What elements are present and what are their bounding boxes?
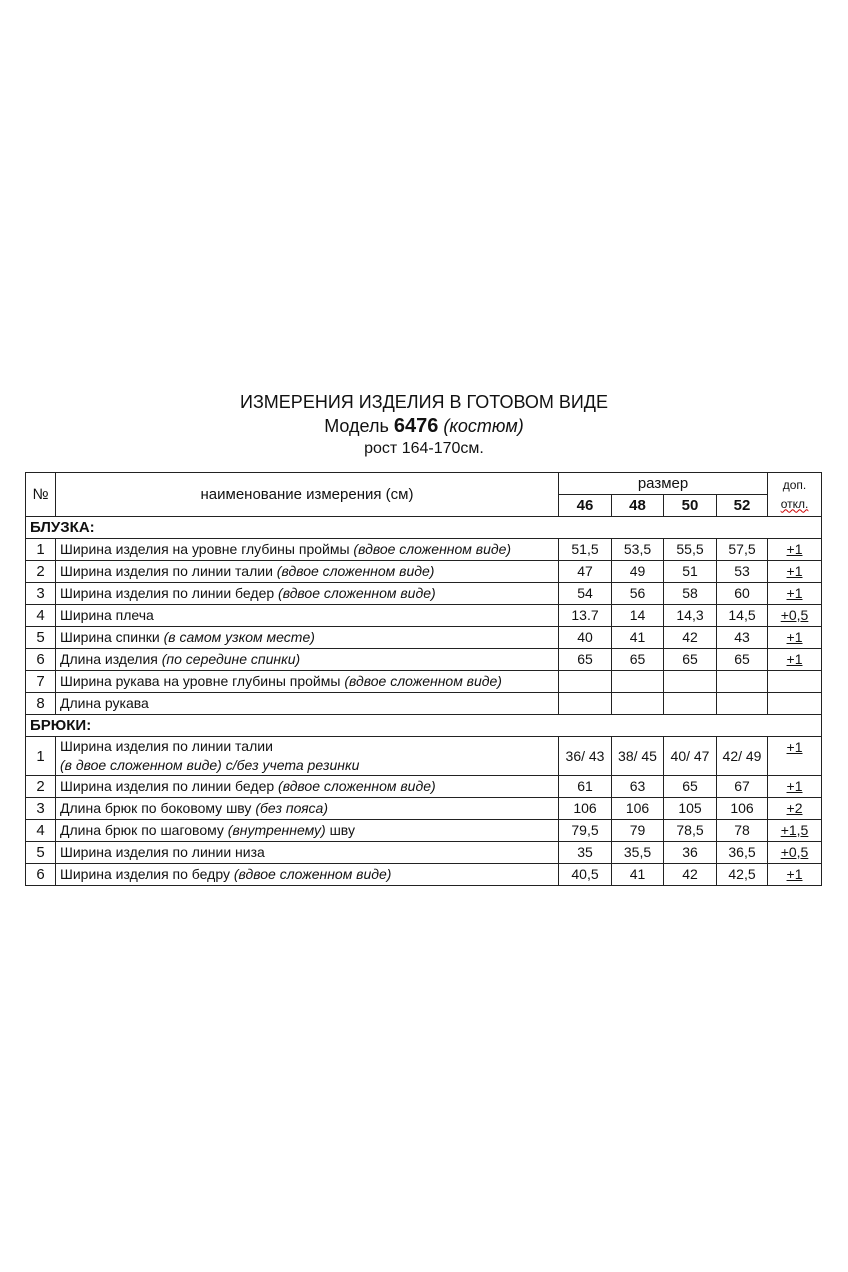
- tolerance-cell: [768, 583, 822, 605]
- tolerance-cell: [768, 798, 822, 820]
- size-value: 78,5: [664, 820, 717, 842]
- tolerance-value: +1: [786, 541, 803, 557]
- size-value: 57,5: [717, 539, 768, 561]
- measurement-name: [56, 820, 559, 842]
- row-number: 7: [26, 671, 56, 693]
- measurement-label: Длина брюк по боковому шву: [60, 800, 256, 816]
- size-value: 106: [559, 798, 612, 820]
- measurement-name: [56, 776, 559, 798]
- tolerance-value: +2: [786, 800, 803, 816]
- measurement-name: [56, 798, 559, 820]
- size-value: 63: [612, 776, 664, 798]
- measurement-label: Ширина изделия по линии бедер: [60, 585, 279, 601]
- measurement-note: (вдвое сложенном виде): [233, 866, 392, 882]
- size-value: 65: [612, 649, 664, 671]
- size-value: 36: [664, 842, 717, 864]
- size-value: 42,5: [717, 864, 768, 886]
- row-number: 2: [26, 561, 56, 583]
- tolerance-value: +1: [786, 651, 803, 667]
- measurement-note: (без пояса): [255, 800, 329, 816]
- table-row: [26, 798, 822, 820]
- header-tolerance: [768, 473, 822, 517]
- table-row: [26, 737, 822, 776]
- size-value: 13.7: [559, 605, 612, 627]
- measurement-note: (в самом узком месте): [163, 629, 315, 645]
- size-value: 79,5: [559, 820, 612, 842]
- size-value: 58: [664, 583, 717, 605]
- tolerance-cell: [768, 864, 822, 886]
- tolerance-value: +0,5: [780, 844, 809, 860]
- measurement-name: [56, 539, 559, 561]
- size-value: 105: [664, 798, 717, 820]
- measurement-label: Ширина спинки: [60, 629, 164, 645]
- tolerance-cell: [768, 561, 822, 583]
- section-title: БЛУЗКА:: [26, 517, 822, 539]
- measurement-note: (вдвое сложенном виде): [278, 778, 436, 794]
- size-value: [664, 693, 717, 715]
- size-50: 50: [664, 495, 717, 517]
- size-48: 48: [612, 495, 664, 517]
- measurement-note: (вдвое сложенном виде): [278, 585, 436, 601]
- size-value: 65: [664, 776, 717, 798]
- measurement-label: Длина рукава: [60, 695, 149, 711]
- size-value: [664, 671, 717, 693]
- tolerance-cell: [768, 820, 822, 842]
- header-tolerance-line2: откл.: [780, 496, 809, 511]
- document-title-block: [0, 390, 848, 460]
- tolerance-cell: [768, 671, 822, 693]
- size-value: 65: [664, 649, 717, 671]
- table-row: [26, 583, 822, 605]
- row-number: 6: [26, 649, 56, 671]
- measurement-label: Ширина изделия по бедру: [60, 866, 234, 882]
- row-number: 1: [26, 539, 56, 561]
- measurement-note: (вдвое сложенном виде): [344, 673, 502, 689]
- row-number: 3: [26, 798, 56, 820]
- row-number: 1: [26, 737, 56, 776]
- measurement-label: Ширина изделия на уровне глубины проймы: [60, 541, 354, 557]
- size-value: 106: [612, 798, 664, 820]
- size-value: 40,5: [559, 864, 612, 886]
- size-value: 53,5: [612, 539, 664, 561]
- size-value: 40: [559, 627, 612, 649]
- row-number: 2: [26, 776, 56, 798]
- row-number: 4: [26, 605, 56, 627]
- measurement-name: [56, 842, 559, 864]
- measurement-name: [56, 864, 559, 886]
- measurement-note: (внутреннему): [227, 822, 326, 838]
- size-value: 47: [559, 561, 612, 583]
- tolerance-cell: [768, 605, 822, 627]
- size-value: 106: [717, 798, 768, 820]
- size-value: [559, 693, 612, 715]
- size-value: 56: [612, 583, 664, 605]
- size-value: 36/ 43: [559, 737, 612, 776]
- section-title: БРЮКИ:: [26, 715, 822, 737]
- size-value: 40/ 47: [664, 737, 717, 776]
- measurement-label: Ширина изделия по линии талии: [60, 738, 273, 754]
- section-row: [26, 715, 822, 737]
- tolerance-value: +1,5: [780, 822, 809, 838]
- measurement-label: Ширина рукава на уровне глубины проймы: [60, 673, 345, 689]
- size-value: 51,5: [559, 539, 612, 561]
- measurement-label: Ширина плеча: [60, 607, 154, 623]
- measurement-name: [56, 605, 559, 627]
- size-value: 38/ 45: [612, 737, 664, 776]
- size-value: 35,5: [612, 842, 664, 864]
- model-note: (костюм): [443, 416, 524, 436]
- table-row: [26, 561, 822, 583]
- size-value: 41: [612, 864, 664, 886]
- tolerance-value: +1: [786, 563, 803, 579]
- size-value: 42/ 49: [717, 737, 768, 776]
- size-value: 35: [559, 842, 612, 864]
- size-value: 51: [664, 561, 717, 583]
- header-size: размер: [559, 473, 768, 495]
- measurement-label: Ширина изделия по линии талии: [60, 563, 277, 579]
- measurement-name: [56, 583, 559, 605]
- section-row: [26, 517, 822, 539]
- tolerance-cell: [768, 693, 822, 715]
- header-tolerance-line1: доп.: [782, 477, 807, 492]
- table-row: [26, 864, 822, 886]
- document-title: ИЗМЕРЕНИЯ ИЗДЕЛИЯ В ГОТОВОМ ВИДЕ: [240, 392, 608, 412]
- measurement-label: Ширина изделия по линии бедер: [60, 778, 279, 794]
- size-value: 79: [612, 820, 664, 842]
- header-name: наименование измерения (см): [56, 473, 559, 517]
- size-value: 53: [717, 561, 768, 583]
- row-number: 5: [26, 627, 56, 649]
- measurement-note: (вдвое сложенном виде): [276, 563, 435, 579]
- measurement-name: [56, 671, 559, 693]
- tolerance-cell: [768, 842, 822, 864]
- size-value: [612, 671, 664, 693]
- row-number: 6: [26, 864, 56, 886]
- size-value: [717, 671, 768, 693]
- model-line: [0, 414, 848, 438]
- table-row: [26, 539, 822, 561]
- size-46: 46: [559, 495, 612, 517]
- row-number: 3: [26, 583, 56, 605]
- table-row: [26, 776, 822, 798]
- header-row-1: [26, 473, 822, 495]
- tolerance-value: +1: [786, 585, 803, 601]
- measurement-name: [56, 627, 559, 649]
- table-row: [26, 842, 822, 864]
- measurement-name: [56, 693, 559, 715]
- size-value: 67: [717, 776, 768, 798]
- size-value: 41: [612, 627, 664, 649]
- table-row: [26, 605, 822, 627]
- size-value: [717, 693, 768, 715]
- table-row: [26, 649, 822, 671]
- size-value: 65: [559, 649, 612, 671]
- tolerance-value: +1: [786, 866, 803, 882]
- measurement-label: Длина брюк по шаговому: [60, 822, 228, 838]
- tolerance-cell: [768, 737, 822, 776]
- model-number: 6476: [393, 415, 439, 437]
- tolerance-cell: [768, 539, 822, 561]
- measurement-name: [56, 649, 559, 671]
- tolerance-value: +1: [786, 629, 803, 645]
- size-52: 52: [717, 495, 768, 517]
- table-row: [26, 627, 822, 649]
- size-value: 14,3: [664, 605, 717, 627]
- height-range: рост 164-170см.: [364, 440, 484, 457]
- header-num: №: [26, 473, 56, 517]
- size-value: 61: [559, 776, 612, 798]
- size-value: 14: [612, 605, 664, 627]
- size-value: 54: [559, 583, 612, 605]
- measurement-note: (вдвое сложенном виде): [353, 541, 512, 557]
- tolerance-value: +1: [786, 778, 803, 794]
- tolerance-cell: [768, 627, 822, 649]
- measurement-name: [56, 737, 559, 776]
- row-number: 8: [26, 693, 56, 715]
- measurement-label: Ширина изделия по линии низа: [60, 844, 265, 860]
- size-value: 65: [717, 649, 768, 671]
- size-value: 43: [717, 627, 768, 649]
- tolerance-cell: [768, 776, 822, 798]
- measurement-note: (по середине спинки): [161, 651, 301, 667]
- size-value: 49: [612, 561, 664, 583]
- model-prefix: Модель: [324, 416, 389, 436]
- size-value: [559, 671, 612, 693]
- size-value: 42: [664, 627, 717, 649]
- measurement-note: (в двое сложенном виде) с/без учета резинки: [60, 757, 360, 773]
- size-value: 42: [664, 864, 717, 886]
- size-value: [612, 693, 664, 715]
- tolerance-cell: [768, 649, 822, 671]
- table-row: [26, 693, 822, 715]
- size-value: 78: [717, 820, 768, 842]
- size-value: 55,5: [664, 539, 717, 561]
- measurement-suffix: шву: [325, 822, 355, 838]
- measurement-name: [56, 561, 559, 583]
- measurements-table: [25, 472, 822, 886]
- size-value: 60: [717, 583, 768, 605]
- row-number: 4: [26, 820, 56, 842]
- row-number: 5: [26, 842, 56, 864]
- table-row: [26, 820, 822, 842]
- table-row: [26, 671, 822, 693]
- tolerance-value: +0,5: [780, 607, 809, 623]
- measurement-label: Длина изделия: [60, 651, 162, 667]
- size-value: 36,5: [717, 842, 768, 864]
- tolerance-value: +1: [786, 739, 803, 755]
- size-value: 14,5: [717, 605, 768, 627]
